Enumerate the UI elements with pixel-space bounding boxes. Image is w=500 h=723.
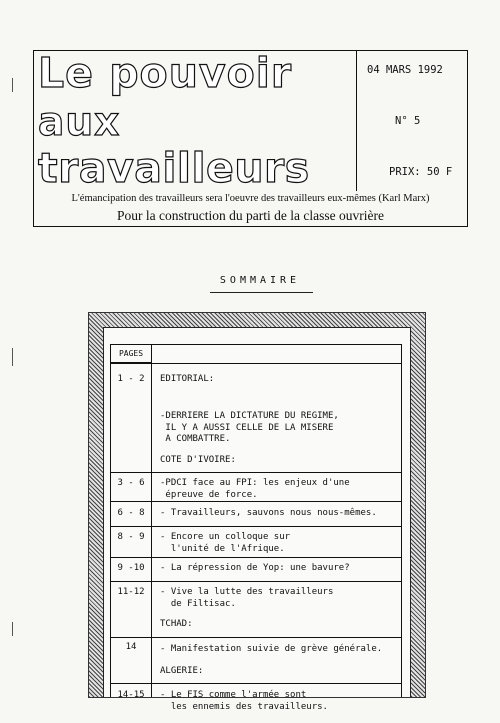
masthead-title-line-3: travailleurs [38,144,310,192]
masthead-info-panel [356,51,468,191]
toc-entry-text: TCHAD: [160,619,193,629]
issue-number: N° 5 [395,115,421,127]
margin-mark [12,622,13,636]
toc-pages-header: PAGES [111,345,151,363]
toc-entry [111,472,401,502]
toc-entry-text: - Encore un colloque sur l'unité de l'Afrique. [160,532,291,554]
toc-entry-pages: 6 - 8 [117,508,145,518]
toc-entry-pages: 11-12 [117,587,145,597]
masthead-title-line-2: aux [38,100,121,145]
toc-entry [111,683,401,718]
toc-entry-text: COTE D'IVOIRE: [160,455,236,465]
toc-entry [111,451,401,472]
toc-entry-pages: 9 -10 [117,563,145,573]
toc-entry-text: ALGERIE: [160,666,204,676]
toc-entry-pages: 14-15 [117,690,145,700]
masthead-title-area [34,51,356,191]
toc-frame [88,312,426,712]
margin-mark [12,78,13,92]
masthead-title-line-1: Le pouvoir [38,49,293,97]
toc-entry [111,617,401,637]
toc-entry [111,501,401,527]
masthead-quote: L'émancipation des travailleurs sera l'oeuvre des travailleurs eux-mêmes (Karl Marx) [71,193,430,204]
toc-entry [111,557,401,582]
toc-entry [111,637,401,663]
toc-entry [111,411,401,451]
toc-panel [103,327,411,712]
toc-entry-text: - La répression de Yop: une bavure? [160,563,350,573]
toc-entry [111,526,401,558]
toc-entry-text: -DERRIERE LA DICTATURE DU REGIME, IL Y A AUSSI CELLE DE LA MISERE A COMBATTRE. [160,411,339,444]
toc-entry-text: - Travailleurs, sauvons nous nous-mêmes. [160,508,377,518]
toc-entry-text: -PDCI face au FPI: les enjeux d'une épreuve de force. [160,478,350,500]
toc-entry-pages: 8 - 9 [117,532,145,542]
toc-entry-pages: 1 - 2 [117,374,145,384]
margin-mark [12,348,13,366]
sommaire-title: SOMMAIRE [219,275,301,286]
masthead [33,50,468,227]
toc-entry-text: - Manifestation suivie de grève générale. [160,644,383,654]
issue-price: PRIX: 50 F [389,166,453,178]
toc-table [110,344,402,712]
toc-entry [111,662,401,683]
toc-entry-pages: 14 [125,642,137,652]
toc-entry [111,363,401,412]
masthead-slogan: Pour la construction du parti de la classe ouvrière [117,208,384,223]
toc-entry [111,581,401,618]
sommaire-underline [210,292,313,293]
toc-entry-text: - Le FIS comme l'armée sont les ennemis des travailleurs. [160,690,328,712]
issue-date: 04 MARS 1992 [367,64,443,76]
toc-entry-text: - Vive la lutte des travailleurs de Filtisac. [160,587,334,609]
toc-entry-pages: 3 - 6 [117,478,145,488]
toc-entry-text: EDITORIAL: [160,374,215,384]
